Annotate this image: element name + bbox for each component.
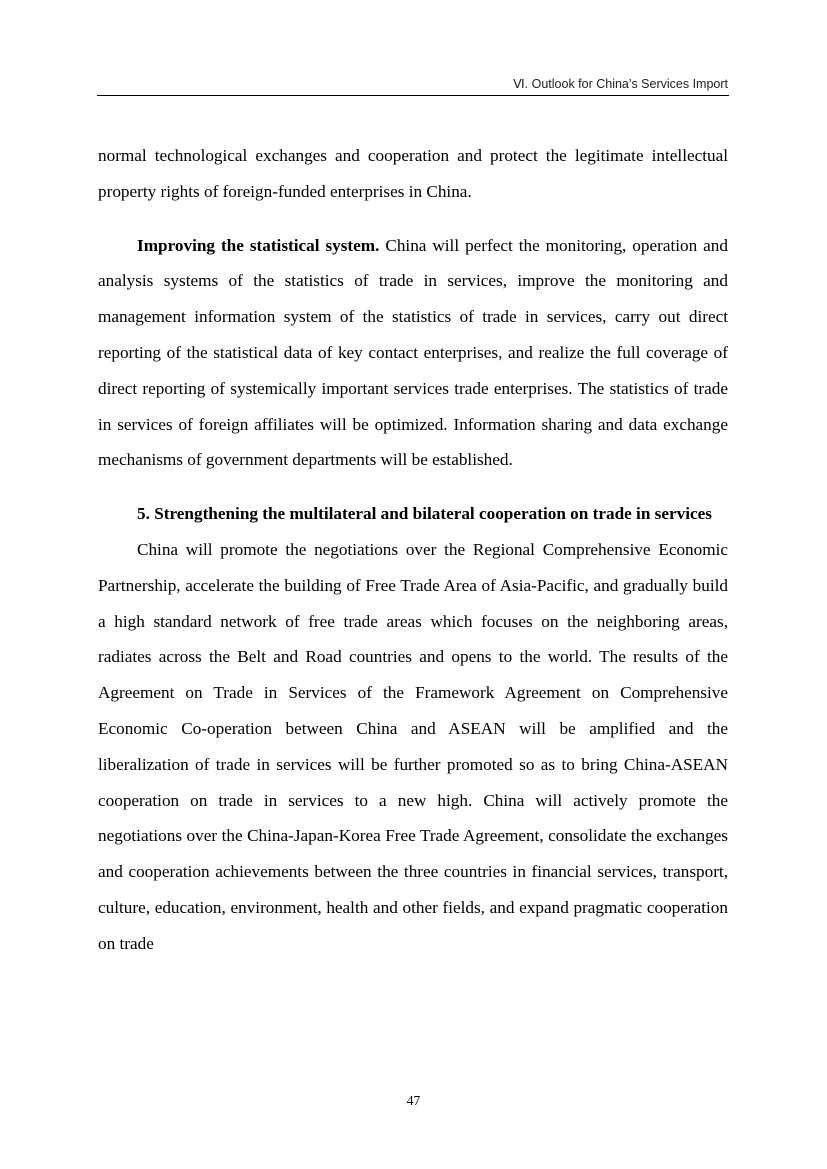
paragraph-cooperation: China will promote the negotiations over the Regional Comprehensive Economic Partnership, accelerate the building of Free Trade Area of Asia-Pacific, and gradually build a high standard network of free trade areas which focuses on the neighboring areas, radiates across the Belt and Road countries and opens to the world. The results of the Agreement on Trade in Services of the Framework Agreement on Comprehensive Economic Co-operation between China and ASEAN will be amplified and the liberalization of trade in services will be further promoted so as to bring China-ASEAN cooperation on trade in services to a new high. China will actively promote the negotiations over the China-Japan-Korea Free Trade Agreement, consolidate the exchanges and cooperation achievements between the three countries in financial services, transport, culture, education, environment, health and other fields, and expand pragmatic cooperation on trade (98, 539, 728, 953)
paragraph-body: China will perfect the monitoring, operation and analysis systems of the statistics of trade in services, improve the monitoring and management information system of the statistics of trade in services, carry out direct reporting of the statistical data of key contact enterprises, and realize the full coverage of direct reporting of systemically important services trade enterprises. The statistics of trade in services of foreign affiliates will be optimized. Information sharing and data exchange mechanisms of government departments will be established. (98, 235, 728, 470)
section-heading: 5. Strengthening the multilateral and bilateral cooperation on trade in services (137, 504, 712, 524)
paragraph-statistical-system (98, 228, 728, 479)
paragraph-ip-rights: normal technological exchanges and cooperation and protect the legitimate intellectual property rights of foreign-funded enterprises in China. (98, 146, 728, 201)
paragraph-lead-in: Improving the statistical system. (137, 235, 380, 255)
header-divider (97, 95, 729, 96)
page-body (98, 138, 728, 962)
running-header: Ⅵ. Outlook for China’s Services Import (513, 77, 728, 91)
page-number: 47 (406, 1093, 421, 1108)
